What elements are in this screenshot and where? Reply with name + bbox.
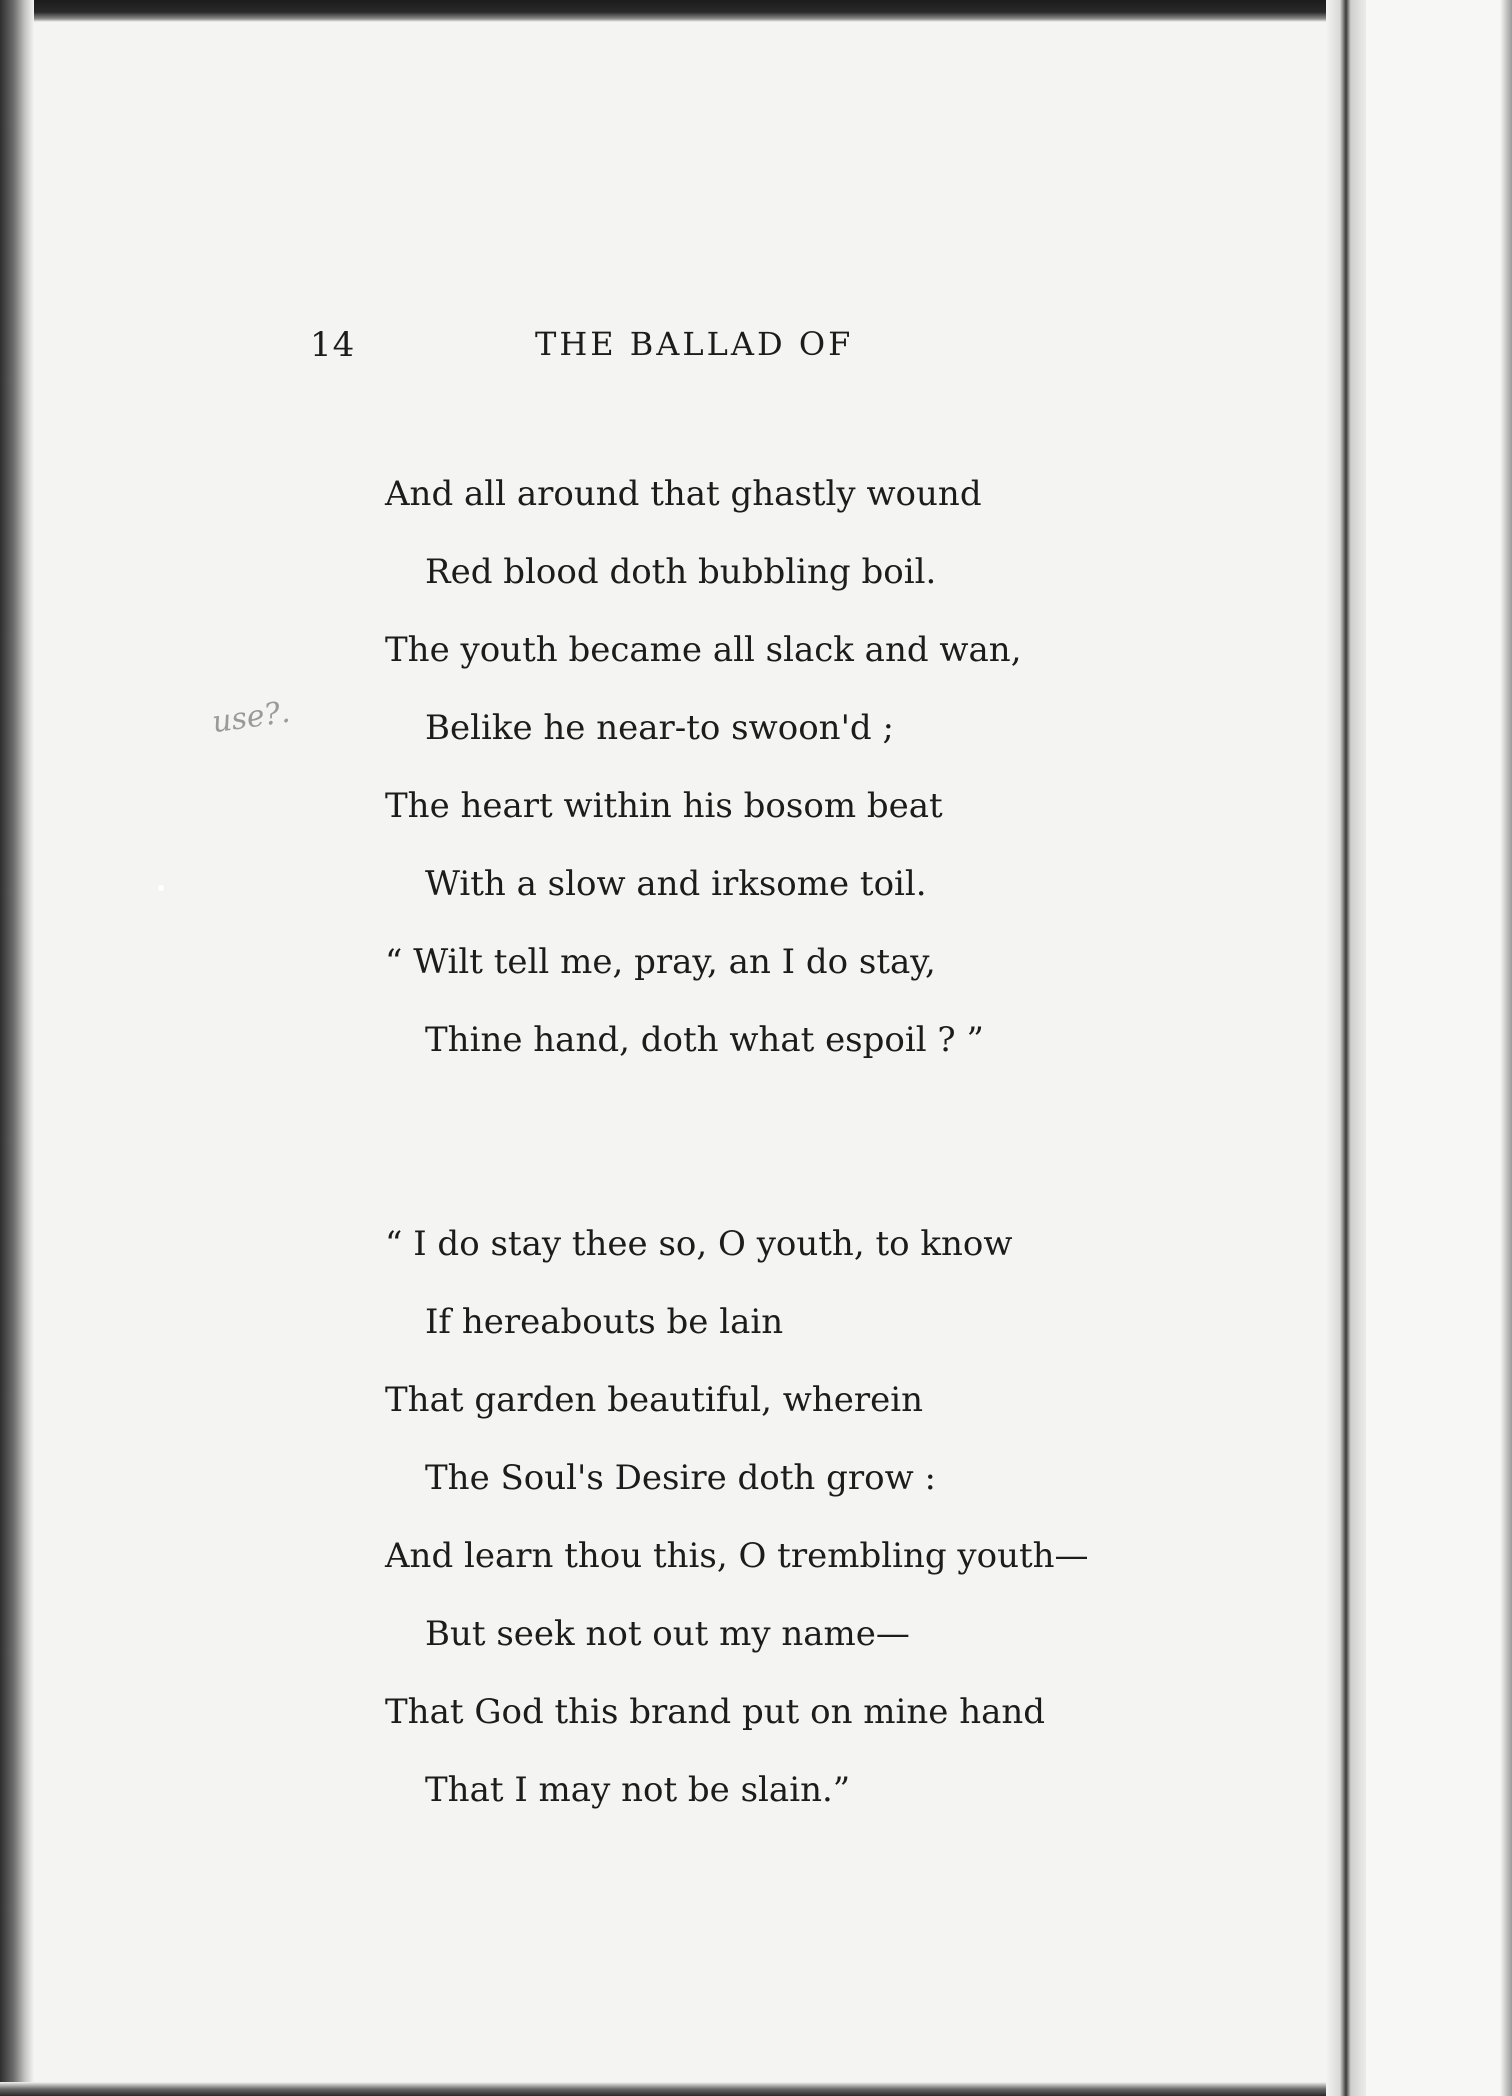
stanza <box>385 455 1285 1079</box>
verse-line: If hereabouts be lain <box>425 1302 784 1342</box>
verse-line: With a slow and irksome toil. <box>425 864 927 904</box>
verse-line: The heart within his bosom beat <box>385 786 943 826</box>
verse-line: And all around that ghastly wound <box>385 474 982 514</box>
handwritten-margin-note: use?. <box>209 694 293 741</box>
verse-line: That God this brand put on mine hand <box>385 1692 1046 1732</box>
running-head <box>0 325 1300 375</box>
scan-left-edge <box>0 0 34 2096</box>
verse-line: “ I do stay thee so, O youth, to know <box>385 1224 1013 1264</box>
verse-line: Red blood doth bubbling boil. <box>425 552 937 592</box>
verse-line: Thine hand, doth what espoil ? ” <box>425 1020 984 1060</box>
poem-body <box>385 455 1285 1829</box>
running-title: THE BALLAD OF <box>535 325 854 363</box>
verse-line: But seek not out my name— <box>425 1614 910 1654</box>
verse-line: The youth became all slack and wan, <box>385 630 1022 670</box>
scan-top-edge <box>0 0 1512 22</box>
verse-line: Belike he near-to swoon'd ; <box>425 708 894 748</box>
page-number: 14 <box>310 325 356 365</box>
verse-line: That garden beautiful, wherein <box>385 1380 924 1420</box>
verse-line: The Soul's Desire doth grow : <box>425 1458 936 1498</box>
facing-page-edge <box>1500 0 1512 2096</box>
scan-bottom-edge <box>0 2082 1512 2096</box>
verse-line: “ Wilt tell me, pray, an I do stay, <box>385 942 936 982</box>
paper-speck <box>158 885 164 891</box>
stanza <box>385 1205 1285 1829</box>
verse-line: And learn thou this, O trembling youth— <box>385 1536 1089 1576</box>
stanza-break <box>385 1079 1285 1205</box>
facing-page-margin <box>1366 0 1512 2096</box>
book-gutter <box>1326 0 1366 2096</box>
verse-line: That I may not be slain.” <box>425 1770 851 1810</box>
